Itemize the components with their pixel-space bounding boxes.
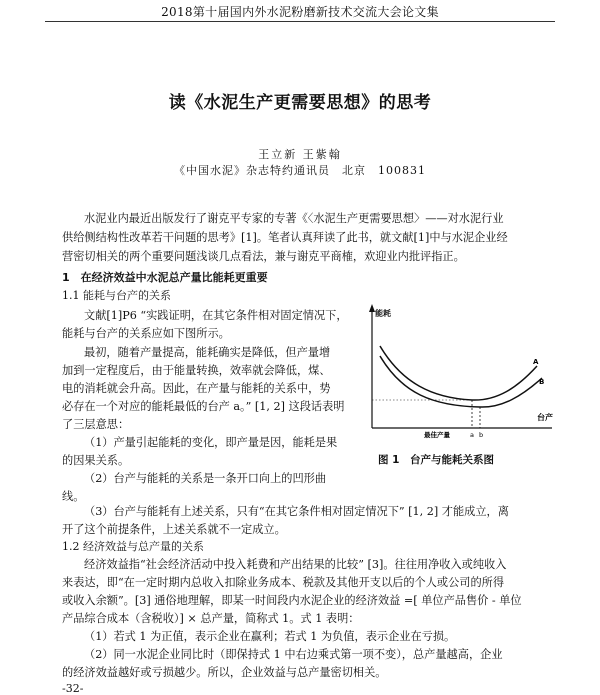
affiliation: 《中国水泥》杂志特约通讯员 北京 100831	[174, 164, 426, 177]
text-line: （1）若式 1 为正值，表示企业在赢利；若式 1 为负值，表示企业在亏损。	[84, 630, 456, 643]
subsection-1-1-heading: 1.1 能耗与台产的关系	[62, 289, 171, 302]
text-line: 的经济效益越好或亏损越少。所以，企业效益与总产量密切相关。	[62, 666, 387, 679]
text-line: 经济效益指“社会经济活动中投入耗费和产出结果的比较” [3]。往往用净收入或纯收入	[84, 558, 507, 571]
intro-line-2: 供给侧结构性改革若干问题的思考》[1]。笔者认真拜读了此书，就文献[1]中与水泥企业经	[62, 231, 508, 244]
figure-caption: 图 1 台产与能耗关系图	[378, 454, 494, 466]
text-line: 最初，随着产量提高，能耗确实是降低，但产量增	[84, 346, 331, 359]
page-number: -32-	[62, 682, 84, 695]
curve-a-label: A	[533, 358, 539, 366]
chart-svg	[362, 298, 562, 453]
figure-energy-vs-output	[362, 298, 562, 468]
header-rule	[45, 21, 555, 22]
text-line: 产品综合成本（含税收）] × 总产量，简称式 1。式 1 表明：	[62, 612, 360, 625]
tick-a-label: a	[470, 431, 474, 439]
text-line: 了三层意思：	[62, 418, 130, 431]
subsection-1-2-heading: 1.2 经济效益与总产量的关系	[62, 540, 204, 553]
optimum-output-label: 最佳产量	[424, 431, 450, 439]
text-line: 文献[1]P6 “实践证明，在其它条件相对固定情况下，	[84, 309, 348, 322]
text-line: 来表达，即“在一定时期内总收入扣除业务成本、税款及其他开支以后的个人或公司的所得	[62, 576, 505, 589]
curve-b-label: B	[539, 378, 545, 386]
text-line: 能耗与台产的关系应如下图所示。	[62, 327, 230, 340]
text-line: （1）产量引起能耗的变化，即产量是因，能耗是果	[84, 436, 338, 449]
text-line: 电的消耗就会升高。因此，在产量与能耗的关系中，势	[62, 382, 331, 395]
intro-line-1: 水泥业内最近出版发行了谢克平专家的专著《〈水泥生产更需要思想〉——对水泥行业	[84, 212, 504, 225]
text-line: 必存在一个对应的能耗最低的台产 a。” [1, 2] 这段话表明	[62, 400, 345, 413]
x-axis-label: 台产	[537, 413, 553, 422]
text-line: 的因果关系。	[62, 454, 130, 467]
section-1-heading: 1 在经济效益中水泥总产量比能耗更重要	[62, 271, 268, 284]
curve-a	[380, 346, 537, 400]
tick-b-label: b	[479, 431, 484, 439]
authors: 王立新 王紫翰	[258, 148, 342, 161]
y-axis-label: 能耗	[375, 309, 391, 318]
text-line: 线。	[62, 490, 85, 503]
text-line: （2）台产与能耗的关系是一条开口向上的凹形曲	[84, 472, 327, 485]
intro-line-3: 营密切相关的两个重要问题浅谈几点看法，兼与谢克平商榷，欢迎业内批评指正。	[62, 250, 465, 263]
text-line: 或收入余额”。[3] 通俗地理解，即某一时间段内水泥企业的经济效益 =[ 单位产品售价 - 单位	[62, 594, 522, 607]
text-line: （3）台产与能耗有上述关系，只有“在其它条件相对固定情况下” [1, 2] 才能成立，离	[84, 505, 509, 518]
text-line: 加到一定程度后，由于能量转换，效率就会降低，煤、	[62, 364, 331, 377]
text-line: 开了这个前提条件，上述关系就不一定成立。	[62, 523, 286, 536]
running-header: 2018第十届国内外水泥粉磨新技术交流大会论文集	[161, 5, 439, 19]
text-line: （2）同一水泥企业同比时（即保持式 1 中右边乘式第一项不变），总产量越高，企业	[84, 648, 503, 661]
paper-title: 读《水泥生产更需要思想》的思考	[168, 93, 432, 113]
